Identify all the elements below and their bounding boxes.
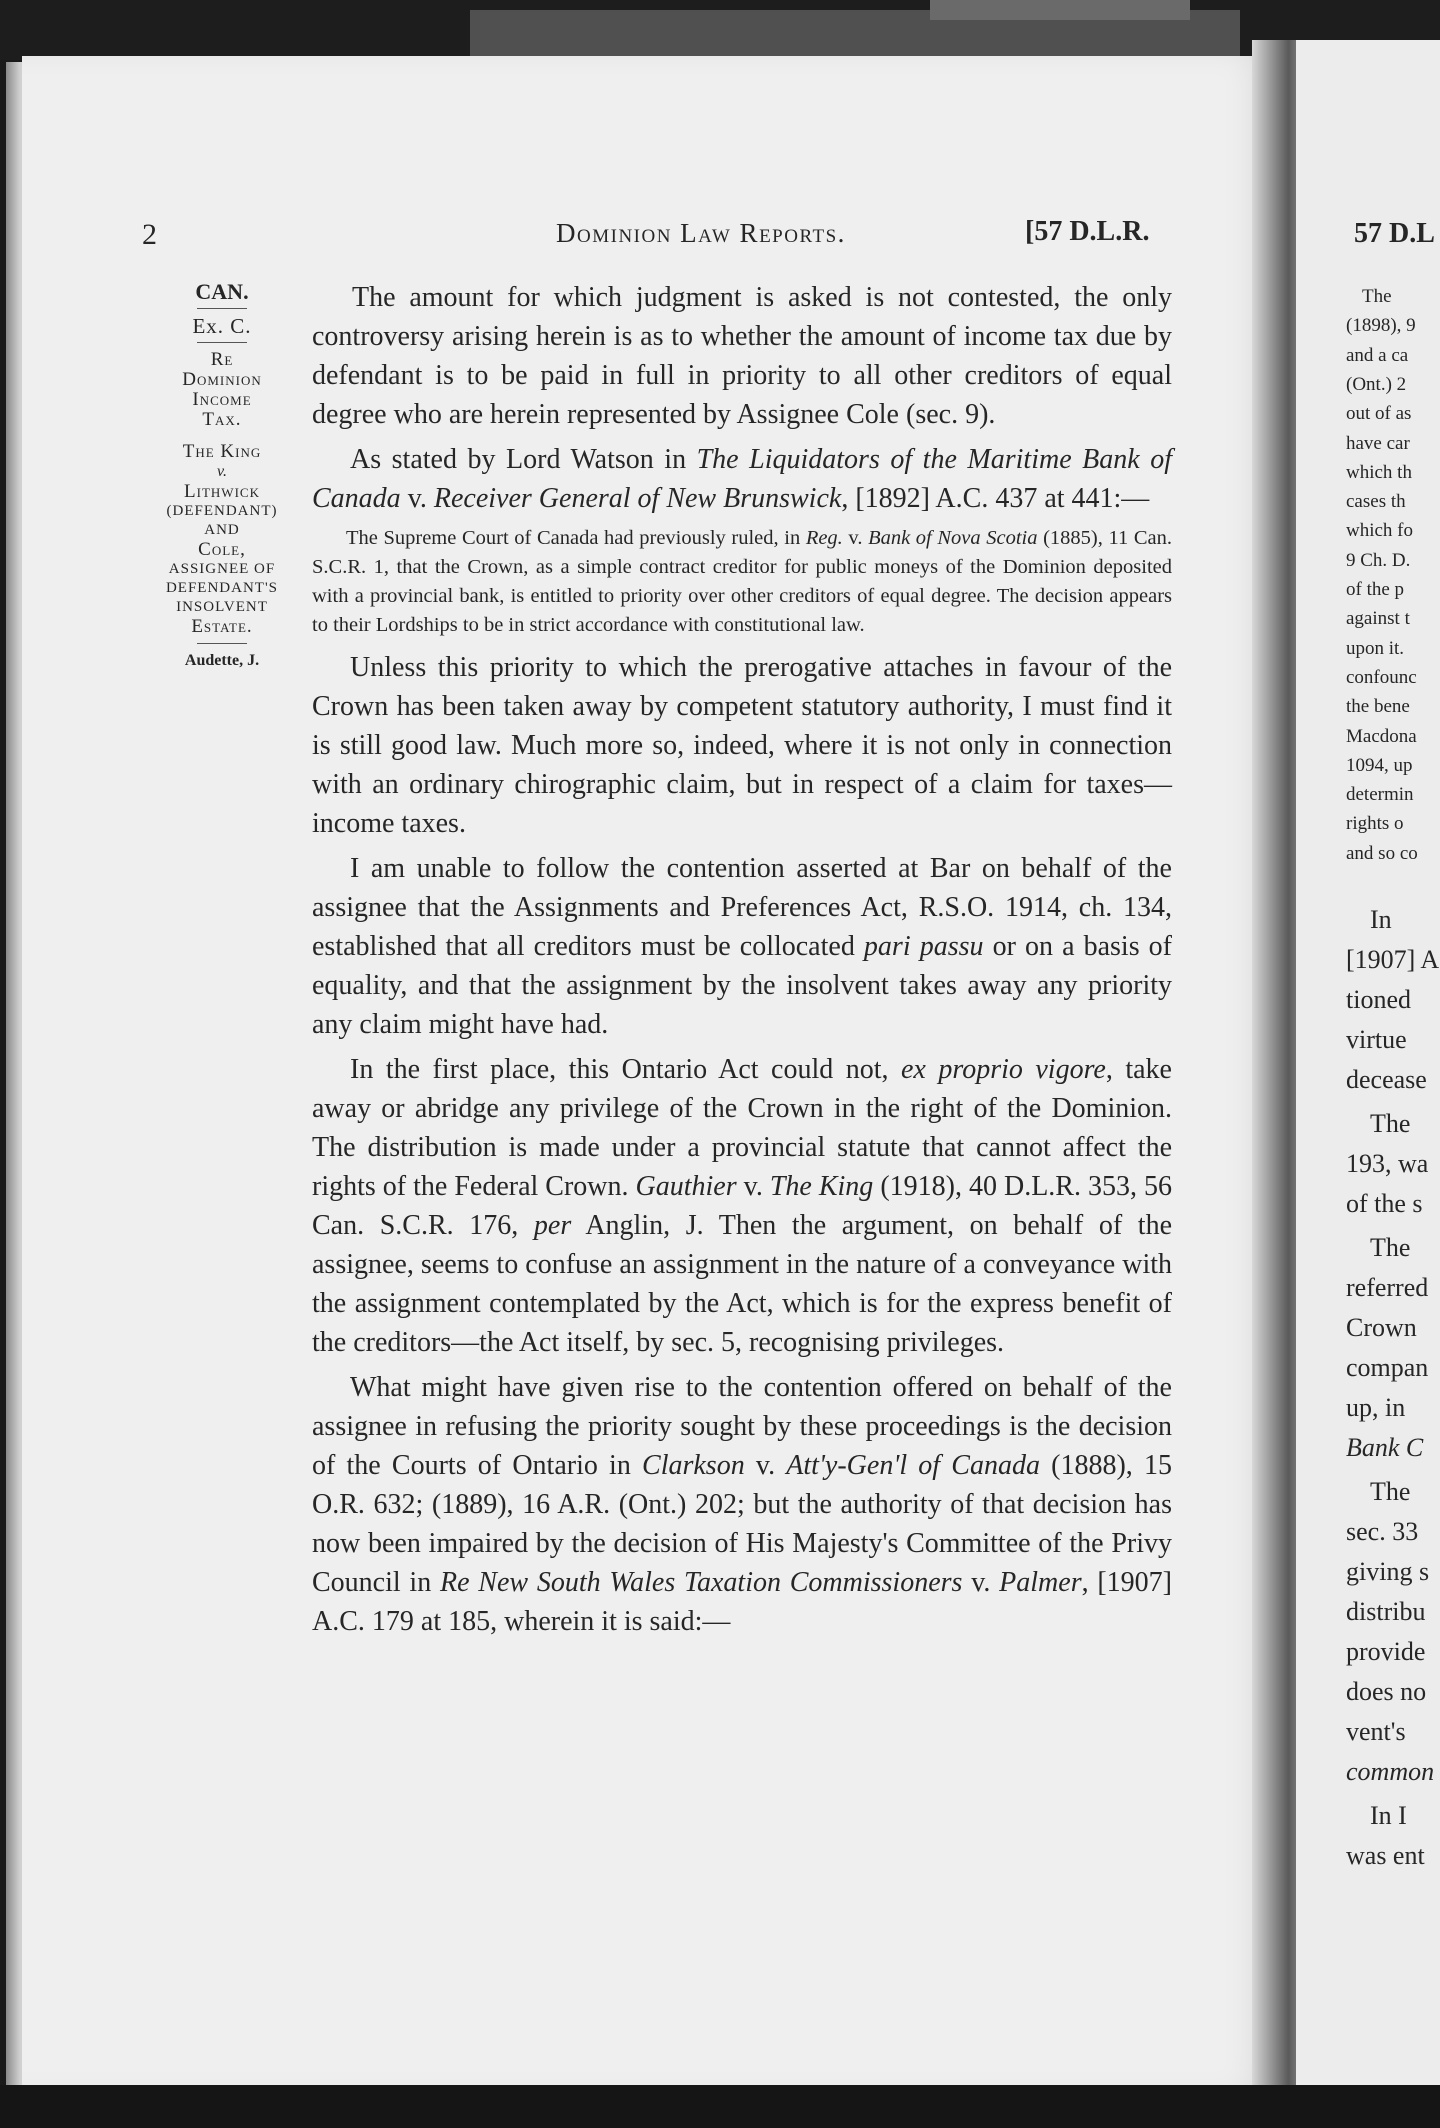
text-run: What might have given rise to the contention offered on behalf of the assignee in refusing the priority sought by these proceedings is the decision of the Courts of Ontario in <box>312 1372 1172 1481</box>
right-page-line: of the s <box>1346 1189 1423 1218</box>
text-run: As stated by Lord Watson in <box>350 444 697 475</box>
right-page-line: upon it. <box>1346 637 1405 659</box>
scan-page-stack-highlight <box>930 0 1190 20</box>
case-name: The Liquidators of the Maritime Bank of Canada <box>312 444 1172 514</box>
margin-party-1: The King <box>182 441 262 462</box>
right-page-line: vent's <box>1346 1717 1406 1746</box>
right-page-line: against t <box>1346 608 1410 630</box>
right-page-line: up, in <box>1346 1393 1406 1422</box>
margin-divider <box>197 342 247 343</box>
text-run: , [1907] A.C. 179 at 185, wherein it is said:— <box>312 1567 1173 1637</box>
right-page-line: The <box>1370 1109 1411 1138</box>
right-page-line: provide <box>1346 1637 1426 1666</box>
text-run: In the first place, this Ontario Act could not, <box>350 1054 901 1085</box>
text-run: , [1892] A.C. 437 at 441:— <box>841 483 1150 514</box>
margin-party-2: Lithwick <box>184 481 260 502</box>
right-page-line: tioned <box>1346 985 1411 1014</box>
body-text <box>312 278 1172 1647</box>
right-page-line: 9 Ch. D. <box>1346 549 1411 571</box>
margin-case-title: Re Dominion Income Tax. <box>182 349 262 430</box>
text-run: , take away or abridge any privilege of the Crown in the right of the Dominion. The distribution is made under a provincial statute that cannot affect the rights of the Federal Crown. <box>312 1054 1172 1202</box>
right-page-line: sec. 33 <box>1346 1517 1419 1546</box>
right-page-line: determin <box>1346 784 1414 806</box>
text-run: (1885), 11 Can. S.C.R. 1, that the Crown, as a simple contract creditor for public moneys of the Dominion deposited with a provincial bank, is entitled to priority over other creditors of equal degree. The decision appears to their Lordships to be in strict accordance with constitutional law. <box>312 527 1172 636</box>
right-page <box>1296 40 1440 2090</box>
margin-party-3: Cole, <box>198 539 246 560</box>
text-run: v. <box>962 1567 1000 1598</box>
right-page-line: The <box>1370 1233 1411 1262</box>
right-page-line: [1907] A <box>1346 945 1440 974</box>
text-run: or on a basis of equality, and that the assignment by the insolvent takes away any priority any claim might have had. <box>312 931 1173 1040</box>
right-page-line: which fo <box>1346 520 1414 542</box>
text-run: (1918), 40 D.L.R. 353, 56 Can. S.C.R. 176, <box>312 1171 1172 1241</box>
right-page-line: giving s <box>1346 1557 1430 1586</box>
margin-divider <box>197 308 247 309</box>
margin-party-role-1: (DEFENDANT) AND <box>166 503 278 538</box>
margin-division: Ex. C. <box>192 314 252 338</box>
margin-judge: Audette, J. <box>184 652 260 669</box>
case-name: The King <box>769 1171 874 1202</box>
scan-background-bottom <box>0 2085 1440 2128</box>
margin-estate: Estate. <box>191 616 253 637</box>
paragraph-2 <box>312 440 1172 518</box>
page-number: 2 <box>142 218 157 251</box>
right-page-line: 193, wa <box>1346 1149 1429 1178</box>
right-page-line: cases th <box>1346 491 1406 513</box>
case-name: Att'y-Gen'l of Canada <box>786 1450 1040 1481</box>
right-page-line: decease <box>1346 1065 1427 1094</box>
right-page-line: distribu <box>1346 1597 1426 1626</box>
right-page-line: which th <box>1346 461 1412 483</box>
right-page-line: Macdona <box>1346 725 1417 747</box>
right-page-line: have car <box>1346 432 1410 454</box>
margin-note <box>160 279 284 671</box>
right-page-line: compan <box>1346 1353 1429 1382</box>
margin-court: CAN. <box>195 279 249 304</box>
right-page-line: (Ont.) 2 <box>1346 373 1407 395</box>
text-run: v. <box>744 1450 787 1481</box>
right-page-line: Crown <box>1346 1313 1417 1342</box>
right-page-line: The <box>1370 1477 1411 1506</box>
case-name: Reg. <box>805 527 843 549</box>
right-page-line: referred <box>1346 1273 1429 1302</box>
text-run: v. <box>736 1171 770 1202</box>
right-page-line: In <box>1370 905 1392 934</box>
text-run: v. <box>400 483 434 514</box>
right-page-line: (1898), 9 <box>1346 315 1416 337</box>
text-run: Anglin, J. Then the argument, on behalf of the assignee, seems to confuse an assignment in the nature of a conveyance with the assignment contemplated by the Act, which is for the express benefit of the creditors—the Act itself, by sec. 5, recognising privileges. <box>312 1210 1172 1358</box>
right-page-header: 57 D.L <box>1354 218 1435 249</box>
paragraph-6 <box>312 1368 1172 1641</box>
paragraph-1: The amount for which judgment is asked is not contested, the only controversy arising herein is as to whether the amount of income tax due by defendant is to be paid in full in priority to all other creditors of equal degree who are herein represented by Assignee Cole (sec. 9). <box>312 282 1172 430</box>
right-page-line: the bene <box>1346 696 1410 718</box>
case-name: Receiver General of New Brunswick <box>433 483 842 514</box>
volume-reference: [57 D.L.R. <box>1025 216 1150 247</box>
text-run: I am unable to follow the contention asserted at Bar on behalf of the assignee that the Assignments and Preferences Act, R.S.O. 1914, ch. 134, established that all creditors must be collocated <box>312 853 1172 962</box>
right-page-line: In I <box>1370 1801 1407 1830</box>
margin-party-role-2: ASSIGNEE OF DEFENDANT'S INSOLVENT <box>165 561 279 615</box>
text-run: (1888), 15 O.R. 632; (1889), 16 A.R. (Ont.) 202; but the authority of that decision has now been impaired by the decision of His Majesty's Committee of the Privy Council in <box>312 1450 1172 1598</box>
case-name: Bank of Nova Scotia <box>868 527 1038 549</box>
margin-divider <box>197 643 247 644</box>
right-page-line: of the p <box>1346 579 1405 600</box>
paragraph-5 <box>312 1050 1172 1362</box>
text-run: v. <box>842 527 869 549</box>
case-name: Gauthier <box>635 1171 737 1202</box>
margin-versus: v. <box>217 463 227 480</box>
case-name: Clarkson <box>642 1450 745 1481</box>
right-page-line: out of as <box>1346 403 1412 425</box>
running-title: Dominion Law Reports. <box>556 218 846 248</box>
text-run: The Supreme Court of Canada had previously ruled, in <box>346 527 806 549</box>
right-page-line: virtue <box>1346 1025 1407 1054</box>
right-page-line: was ent <box>1346 1841 1425 1870</box>
right-page-line: and a ca <box>1346 344 1409 366</box>
right-page-line: The <box>1362 286 1392 307</box>
right-page-line: 1094, up <box>1346 754 1413 776</box>
case-name: Palmer <box>999 1567 1082 1598</box>
right-page-line: rights o <box>1346 813 1404 835</box>
block-quote <box>312 524 1172 640</box>
paragraph-4 <box>312 849 1172 1044</box>
case-name: Re New South Wales Taxation Commissioners <box>439 1567 963 1598</box>
latin-phrase: pari passu <box>863 931 984 962</box>
right-page-line: common <box>1346 1757 1435 1786</box>
right-page-line: and so co <box>1346 842 1418 864</box>
latin-phrase: per <box>533 1210 572 1241</box>
right-page-line: does no <box>1346 1677 1427 1706</box>
right-page-line: confounc <box>1346 666 1417 688</box>
right-page-line: Bank C <box>1346 1433 1424 1462</box>
paragraph-3: Unless this priority to which the prerogative attaches in favour of the Crown has been taken away by competent statutory authority, I must find it is still good law. Much more so, indeed, where it is not only in connection with an ordinary chirographic claim, but in respect of a claim for taxes—income taxes. <box>312 652 1172 839</box>
latin-phrase: ex proprio vigore <box>900 1054 1106 1085</box>
